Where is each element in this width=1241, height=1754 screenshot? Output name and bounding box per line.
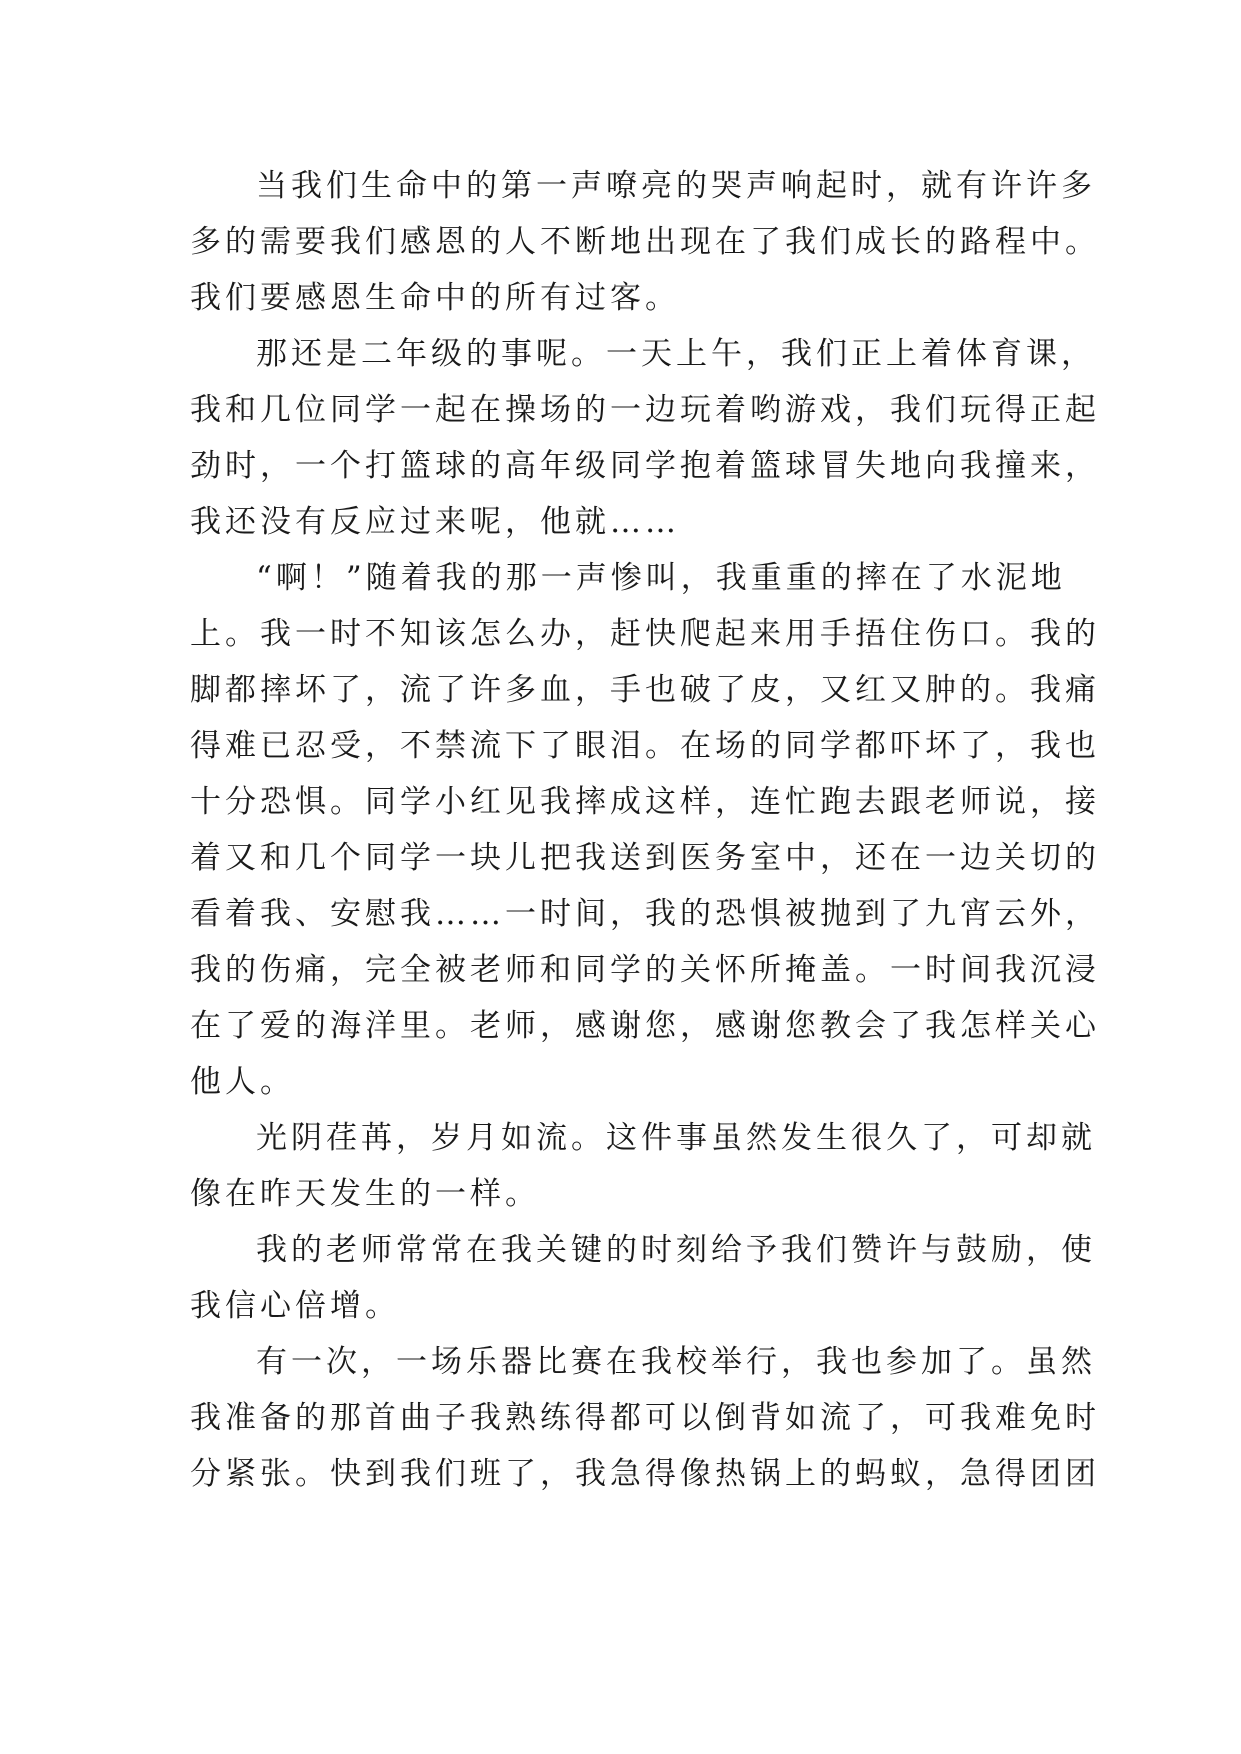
text-line: 有一次，一场乐器比赛在我校举行，我也参加了。虽然 (256, 1344, 1096, 1380)
text-line: 我们要感恩生命中的所有过客。 (190, 280, 680, 316)
text-line: 当我们生命中的第一声嘹亮的哭声响起时，就有许许多 (256, 168, 1096, 204)
text-line: 看着我、安慰我……一时间，我的恐惧被抛到了九宵云外， (190, 896, 1100, 932)
text-line: 十分恐惧。同学小红见我摔成这样，连忙跑去跟老师说，接 (190, 784, 1100, 820)
text-line: 我和几位同学一起在操场的一边玩着哟游戏，我们玩得正起 (190, 392, 1100, 428)
text-line: 他人。 (190, 1064, 295, 1100)
essay-body (190, 158, 1100, 1502)
text-line: 多的需要我们感恩的人不断地出现在了我们成长的路程中。 (190, 224, 1100, 260)
text-line: 脚都摔坏了，流了许多血，手也破了皮，又红又肿的。我痛 (190, 672, 1100, 708)
text-line: 着又和几个同学一块儿把我送到医务室中，还在一边关切的 (190, 840, 1100, 876)
text-line: 像在昨天发生的一样。 (190, 1176, 540, 1212)
text-line: 在了爱的海洋里。老师，感谢您，感谢您教会了我怎样关心 (190, 1008, 1100, 1044)
text-line: 得难已忍受，不禁流下了眼泪。在场的同学都吓坏了，我也 (190, 728, 1100, 764)
text-line: 分紧张。快到我们班了，我急得像热锅上的蚂蚁，急得团团 (190, 1456, 1100, 1492)
text-line: 我信心倍增。 (190, 1288, 400, 1324)
text-line: 那还是二年级的事呢。一天上午，我们正上着体育课， (256, 336, 1096, 372)
text-line: “啊！”随着我的那一声惨叫，我重重的摔在了水泥地 (256, 560, 1066, 596)
text-line: 上。我一时不知该怎么办，赶快爬起来用手捂住伤口。我的 (190, 616, 1100, 652)
text-line: 我的伤痛，完全被老师和同学的关怀所掩盖。一时间我沉浸 (190, 952, 1100, 988)
text-line: 光阴荏苒，岁月如流。这件事虽然发生很久了，可却就 (256, 1120, 1096, 1156)
text-line: 我的老师常常在我关键的时刻给予我们赞许与鼓励，使 (256, 1232, 1096, 1268)
text-line: 我还没有反应过来呢，他就…… (190, 504, 680, 540)
text-line: 劲时，一个打篮球的高年级同学抱着篮球冒失地向我撞来， (190, 448, 1100, 484)
text-line: 我准备的那首曲子我熟练得都可以倒背如流了，可我难免时 (190, 1400, 1100, 1436)
